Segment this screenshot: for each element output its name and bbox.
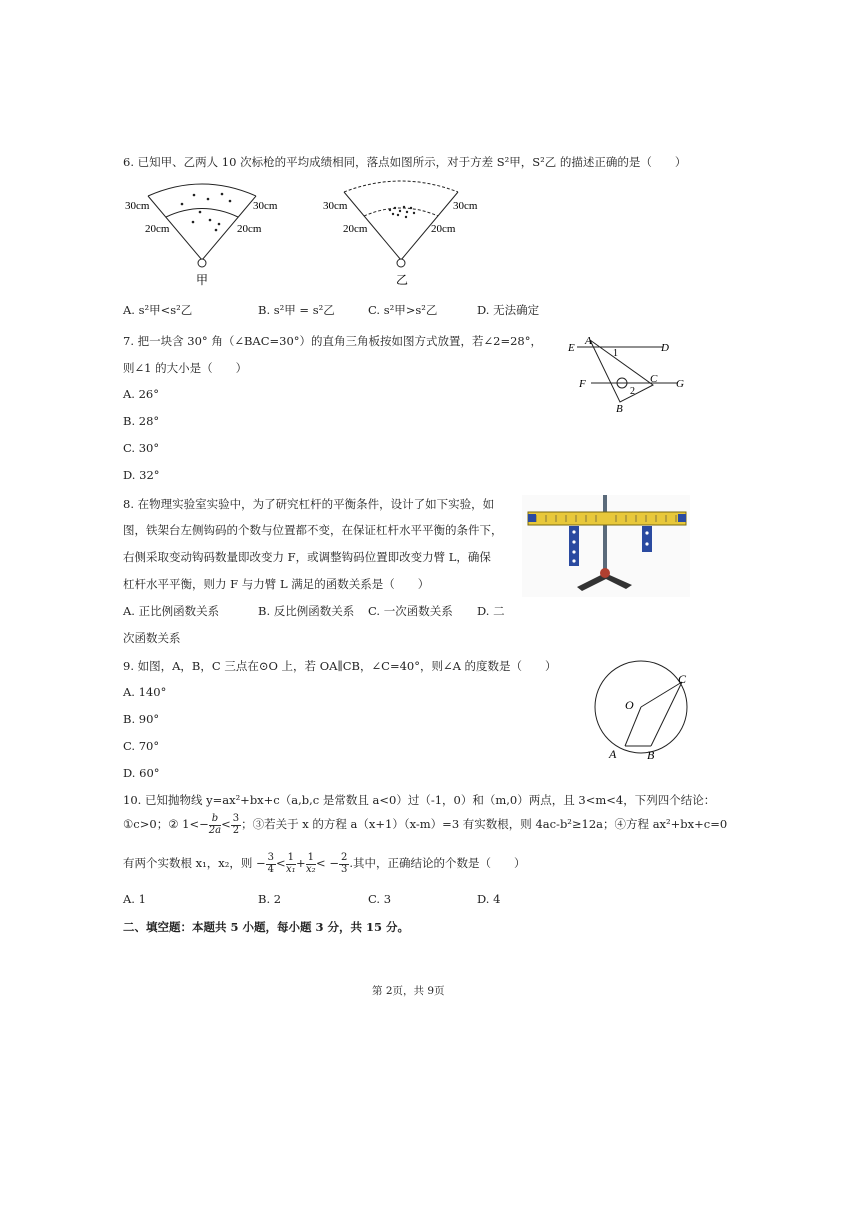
q6-option-b[interactable]: B. s²甲 = s²乙 [258,303,335,317]
section-fill-in-blank-heading: 二、填空题：本题共 5 小题，每小题 3 分，共 15 分。 [123,920,410,934]
q10-option-b[interactable]: B. 2 [258,892,282,906]
tri-label-g: G [676,378,684,390]
q8-option-a[interactable]: A. 正比例函数关系 [123,604,220,618]
yi-label-30-right: 30cm [453,200,478,212]
q8-stem-line4: 杠杆水平平衡，则力 F 与力臂 L 满足的函数关系是（ ） [123,577,430,591]
q8-option-d[interactable]: D. 二 [477,604,505,618]
circle-label-a: A [609,747,617,761]
tri-angle-2: 2 [630,386,635,397]
tri-label-d: D [661,342,669,354]
q8-stem-line1: 8. 在物理实验室实验中，为了研究杠杆的平衡条件，设计了如下实验，如 [123,497,495,511]
tri-label-c: C [650,373,658,385]
q8-option-c[interactable]: C. 一次函数关系 [368,604,453,618]
q10-stem-line1: 10. 已知抛物线 y=ax²+bx+c（a,b,c 是常数且 a<0）过（-1，0）和（m,0）两点，且 3<m<4，下列四个结论： [123,793,716,807]
tri-angle-1: 1 [613,348,618,359]
yi-caption: 乙 [396,273,409,287]
q8-stem-line2: 图，铁架台左侧钩码的个数与位置都不变，在保证杠杆水平平衡的条件下， [123,523,503,537]
jia-caption: 甲 [196,273,209,287]
jia-label-20-right: 20cm [237,223,262,235]
fan-figure-yi [318,182,488,292]
q8-stem-line3: 右侧采取变动钩码数量即改变力 F，或调整钩码位置即改变力臂 L，确保 [123,550,491,564]
circle-figure [587,660,697,765]
q7-option-c[interactable]: C. 30° [123,441,160,455]
q10-line2-part-c: ；③若关于 x 的方程 a（x+1）（x-m）=3 有实数根，则 4ac-b²≥12a；④方程 ax²+bx+c=0 [241,817,728,831]
yi-label-20-left: 20cm [343,223,368,235]
q6-option-a[interactable]: A. s²甲<s²乙 [123,303,193,317]
circle-label-c: C [678,672,687,686]
q6-option-d[interactable]: D. 无法确定 [477,303,540,317]
jia-label-30-right: 30cm [253,200,278,212]
fraction-1-over-x2: $\frac{1}{\text{x₂}}$ [306,852,316,875]
q10-option-c[interactable]: C. 3 [368,892,392,906]
fraction-2-over-3: $\frac{2}{3}$ [340,852,348,875]
q10-line2-part-a: ①c>0；② 1<− [123,817,209,831]
q7-stem-line1: 7. 把一块含 30° 角（∠BAC=30°）的直角三角板按如图方式放置，若∠2=28°， [123,334,543,348]
yi-label-20-right: 20cm [431,223,456,235]
tri-label-a: A [585,335,592,347]
tri-label-e: E [568,342,575,354]
q6-stem: 6. 已知甲、乙两人 10 次标枪的平均成绩相同，落点如图所示，对于方差 S²甲，S²乙 的描述正确的是（ ） [123,155,687,169]
circle-label-o: O [625,698,634,712]
q7-option-a[interactable]: A. 26° [123,387,159,401]
q7-option-d[interactable]: D. 32° [123,468,160,482]
page-footer: 第 2页，共 9页 [372,985,445,997]
fraction-3-over-2: $\frac{3}{2}$ [232,813,240,836]
fraction-3-over-4: $\frac{3}{4}$ [267,852,275,875]
q7-option-b[interactable]: B. 28° [123,414,160,428]
q10-stem-line2: ①c>0；② 1<− $\frac{b}{2a}$ < $\frac{3}{2}$ ；③若关于 x 的方程 a（x+1）（x-m）=3 有实数根，则 4ac-b²≥12a；④方程 ax²+bx+c=0 [123,813,728,836]
q9-option-d[interactable]: D. 60° [123,766,160,780]
q8-option-b[interactable]: B. 反比例函数关系 [258,604,355,618]
tri-label-b: B [616,403,623,415]
fraction-b-over-2a: $\frac{b}{2a}$ [208,813,222,836]
q8-option-d-tail: 次函数关系 [123,631,181,645]
tri-label-f: F [579,378,586,390]
q7-stem-line2: 则∠1 的大小是（ ） [123,361,248,375]
q9-option-a[interactable]: A. 140° [123,685,167,699]
q9-option-c[interactable]: C. 70° [123,739,160,753]
fan-figure-jia [120,182,290,292]
triangle-figure [563,332,698,417]
circle-label-b: B [647,748,655,762]
fraction-1-over-x1: $\frac{1}{\text{x₁}}$ [286,852,296,875]
q10-option-a[interactable]: A. 1 [123,892,146,906]
q6-option-c[interactable]: C. s²甲>s²乙 [368,303,438,317]
yi-label-30-left: 30cm [323,200,348,212]
lever-apparatus-image [522,495,690,597]
q9-option-b[interactable]: B. 90° [123,712,160,726]
q10-option-d[interactable]: D. 4 [477,892,501,906]
jia-label-30-left: 30cm [125,200,150,212]
q10-stem-line3: 有两个实数根 x₁，x₂，则 − $\frac{3}{4}$ < $\frac{1}{\text{x₁}}$ + $\frac{1}{\text{x₂}}$ < − $\frac{2}{3}$ .其中，正确结论的个数是（ ） [123,852,526,875]
q9-stem: 9. 如图，A，B，C 三点在⊙O 上，若 OA∥CB，∠C=40°，则∠A 的度数是（ ） [123,659,557,673]
jia-label-20-left: 20cm [145,223,170,235]
